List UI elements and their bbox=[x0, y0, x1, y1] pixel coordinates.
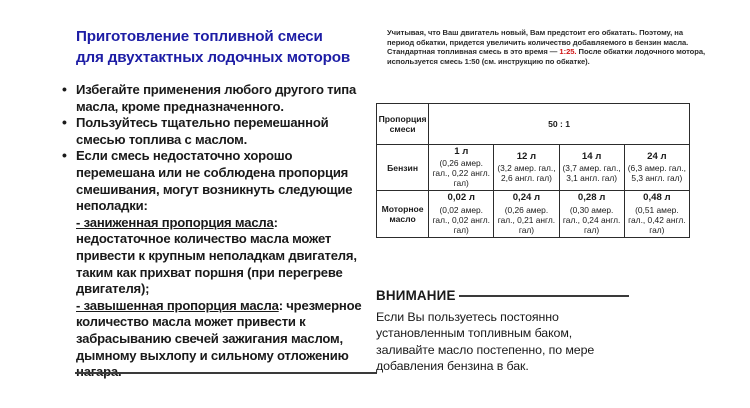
list-item: • Избегайте применения любого другого типа масла, кроме предназначенного. bbox=[62, 82, 374, 115]
page-title-line-1: Приготовление топливной смеси bbox=[76, 28, 323, 45]
row-header-oil: Моторное масло bbox=[377, 191, 429, 237]
fault-lead-low-oil: - заниженная пропорция масла bbox=[76, 214, 274, 230]
break-in-ratio: 1:25. bbox=[559, 47, 577, 57]
break-in-text-part1: Учитывая, что Ваш двигатель новый, Вам предстоит его обкатать. Поэтому, на период обкатки, придется увеличить количество добавляемого в бензин масла. Стандартная топливная смесь в это время — bbox=[387, 28, 689, 57]
table-cell-oil-3 bbox=[559, 191, 624, 237]
list-item: • Пользуйтесь тщательно перемешанной смесью топлива с маслом. bbox=[62, 115, 374, 148]
oil-amount-2: 0,24 л bbox=[512, 192, 541, 204]
oil-conversion-4: (0,51 амер. гал., 0,42 англ. гал) bbox=[628, 204, 686, 235]
warning-heading-rule bbox=[459, 295, 629, 297]
oil-amount-3: 0,28 л bbox=[577, 192, 606, 204]
fuel-amount-2: 12 л bbox=[516, 151, 537, 162]
page-title-line-2: для двухтактных лодочных моторов bbox=[76, 49, 351, 66]
fuel-conversion-3: (3,7 амер. гал., 3,1 англ. гал) bbox=[562, 163, 621, 184]
left-column bbox=[62, 26, 374, 381]
fault-text-high-oil: : чрезмерное количество масла может привести к забрасыванию свечей зажигания маслом, дымному выхлопу и сильному отложению нагара. bbox=[76, 297, 362, 380]
oil-conversion-1: (0,02 амер. гал., 0,02 англ. гал) bbox=[432, 204, 490, 235]
fuel-mix-table bbox=[376, 103, 690, 238]
oil-amount-4: 0,48 л bbox=[643, 192, 671, 204]
table-row-ratio bbox=[377, 104, 690, 145]
table-cell-oil-2 bbox=[494, 191, 559, 237]
fault-item-low-oil bbox=[62, 215, 374, 298]
fuel-conversion-1: (0,26 амер. гал., 0,22 англ. гал) bbox=[432, 158, 490, 189]
warning-line-3: заливайте масло постепенно, по мере bbox=[376, 342, 595, 357]
table-cell-fuel-3 bbox=[559, 145, 624, 191]
table-row-oil bbox=[377, 191, 690, 237]
warning-line-4: добавления бензина в бак. bbox=[376, 359, 529, 374]
row-header-mix-proportion: Пропорция смеси bbox=[377, 104, 429, 145]
fault-lead-high-oil: - завышенная пропорция масла bbox=[76, 297, 279, 313]
table-cell-fuel-1 bbox=[429, 145, 494, 191]
oil-conversion-2: (0,26 амер. гал., 0,21 англ. гал) bbox=[497, 204, 556, 235]
fuel-amount-3: 14 л bbox=[581, 151, 602, 162]
warning-section bbox=[376, 288, 696, 375]
left-column-divider bbox=[75, 372, 377, 374]
instruction-bullet-list bbox=[62, 82, 374, 215]
fuel-amount-1: 1 л bbox=[454, 146, 469, 157]
right-column bbox=[387, 28, 707, 66]
table-cell-fuel-4 bbox=[624, 145, 689, 191]
warning-body bbox=[376, 309, 696, 375]
fault-text-low-oil: : недостаточное количество масла может привести к крупным неполадкам двигателя, таким как прихват поршня (при перегреве двигателя); bbox=[76, 214, 357, 297]
fuel-conversion-2: (3,2 амер. гал., 2,6 англ. гал) bbox=[497, 163, 556, 184]
fuel-amount-4: 24 л bbox=[647, 151, 667, 162]
fault-item-high-oil bbox=[62, 298, 374, 381]
table-cell-fuel-2 bbox=[494, 145, 559, 191]
table-cell-oil-1 bbox=[429, 191, 494, 237]
mix-ratio-value: 50 : 1 bbox=[429, 104, 690, 145]
break-in-text-part2: После обкатки лодочного мотора, используется смесь 1:50 (см. инструкцию по обкатке). bbox=[387, 47, 706, 66]
warning-line-1: Если Вы пользуетесь постоянно bbox=[376, 310, 559, 324]
page-title bbox=[76, 26, 374, 68]
row-header-fuel: Бензин bbox=[377, 145, 429, 191]
table-cell-oil-4 bbox=[624, 191, 689, 237]
warning-heading-text: ВНИМАНИЕ bbox=[376, 288, 456, 303]
table-row-fuel bbox=[377, 145, 690, 191]
oil-conversion-3: (0,30 амер. гал., 0,24 англ. гал) bbox=[562, 204, 621, 235]
list-item: • Если смесь недостаточно хорошо перемешана или не соблюдена пропорция смешивания, могут возникнуть следующие неполадки: bbox=[62, 148, 374, 214]
break-in-paragraph bbox=[387, 28, 707, 66]
oil-amount-1: 0,02 л bbox=[447, 192, 475, 204]
warning-heading bbox=[376, 288, 696, 304]
fuel-conversion-4: (6,3 амер. гал., 5,3 англ. гал) bbox=[627, 163, 686, 184]
warning-line-2: установленным топливным баком, bbox=[376, 326, 573, 341]
